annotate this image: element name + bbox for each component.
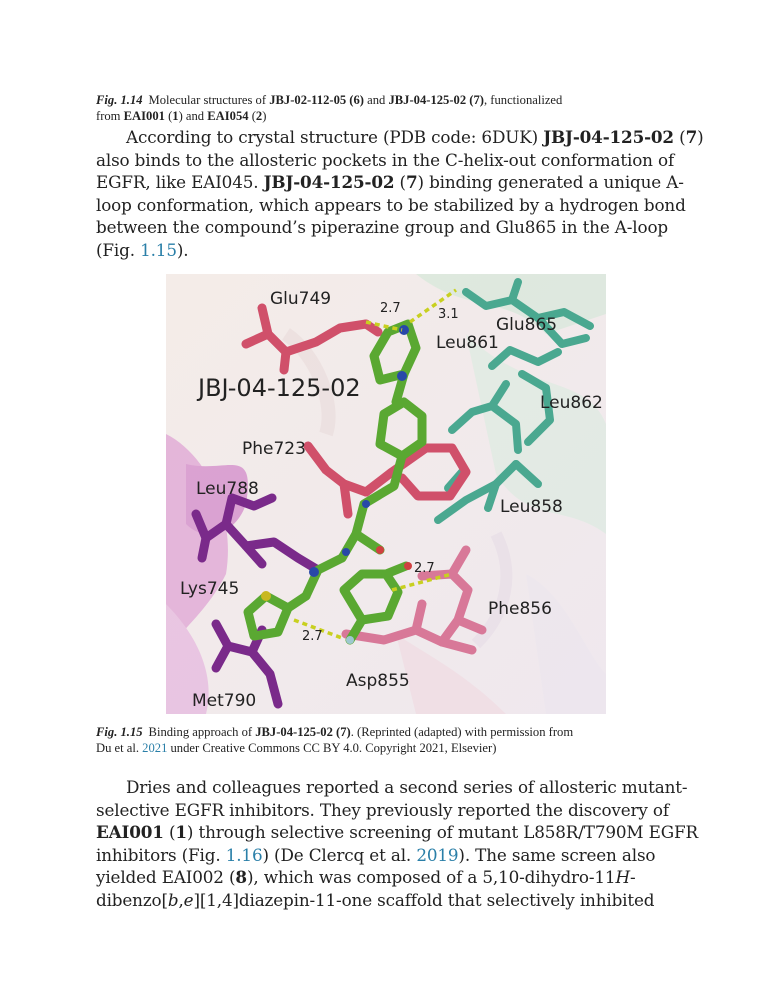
distance-label: 3.1 [438, 307, 459, 322]
distance-label: 2.7 [302, 629, 323, 644]
body-paragraph-2 [96, 776, 698, 911]
caption-label: Fig. 1.15 [96, 725, 143, 739]
figure-caption-1-14: Fig. 1.14 Molecular structures of JBJ-02-112-05 (6) and JBJ-04-125-02 (7), functionalized from EAI001 (1) and EAI054 (2) [96, 93, 563, 123]
figure-title: JBJ-04-125-02 [198, 374, 361, 402]
label-glu865: Glu865 [496, 315, 558, 335]
distance-label: 2.7 [380, 301, 401, 316]
text-line: dibenzo[b,e][1,4]diazepin-11-one scaffold that selectively inhibited [96, 889, 655, 910]
text-line: yielded EAI002 (8), which was composed of a 5,10-dihydro-11H- [96, 867, 636, 887]
text-line: selective EGFR inhibitors. They previously reported the discovery of [96, 799, 669, 820]
citation-link[interactable]: 2021 [142, 741, 168, 755]
binding-mode-figure [166, 274, 606, 714]
label-leu858: Leu858 [500, 497, 563, 517]
label-asp855: Asp855 [346, 671, 410, 691]
distance-label: 2.7 [414, 561, 435, 576]
figure-link-1-15[interactable]: 1.15 [140, 239, 177, 260]
figure-link-1-16[interactable]: 1.16 [225, 844, 263, 865]
label-leu861: Leu861 [436, 333, 499, 353]
label-lys745: Lys745 [180, 579, 240, 599]
label-met790: Met790 [192, 691, 257, 711]
label-phe723: Phe723 [242, 439, 306, 459]
label-leu788: Leu788 [196, 479, 259, 499]
label-phe856: Phe856 [488, 599, 552, 619]
body-paragraph-1 [96, 126, 704, 261]
citation-link[interactable]: 2019 [416, 844, 459, 865]
text-line: also binds to the allosteric pockets in the C-helix-out conformation of [96, 149, 675, 170]
text-line: EGFR, like EAI045. JBJ-04-125-02 (7) binding generated a unique A- [96, 172, 684, 192]
text-line: According to crystal structure (PDB code: 6DUK) JBJ-04-125-02 (7) [126, 127, 704, 147]
text-line: EAI001 (1) through selective screening of mutant L858R/T790M EGFR [96, 822, 698, 842]
caption-label: Fig. 1.14 [96, 93, 143, 107]
text-line: loop conformation, which appears to be stabilized by a hydrogen bond [96, 194, 686, 215]
figure-caption-1-15: Fig. 1.15 Binding approach of JBJ-04-125-02 (7). (Reprinted (adapted) with permission from Du et al. 2021 under Creative Commons CC BY 4.0. Copyright 2021, Elsevier) [96, 725, 574, 755]
text-line: between the compound’s piperazine group and Glu865 in the A-loop [96, 217, 669, 237]
text-line: (Fig. 1.15). [96, 239, 189, 260]
text-line: Dries and colleagues reported a second series of allosteric mutant- [126, 777, 688, 797]
text-line: inhibitors (Fig. 1.16) (De Clercq et al. 2019). The same screen also [96, 844, 656, 865]
label-glu749: Glu749 [270, 289, 332, 309]
label-leu862: Leu862 [540, 393, 603, 413]
